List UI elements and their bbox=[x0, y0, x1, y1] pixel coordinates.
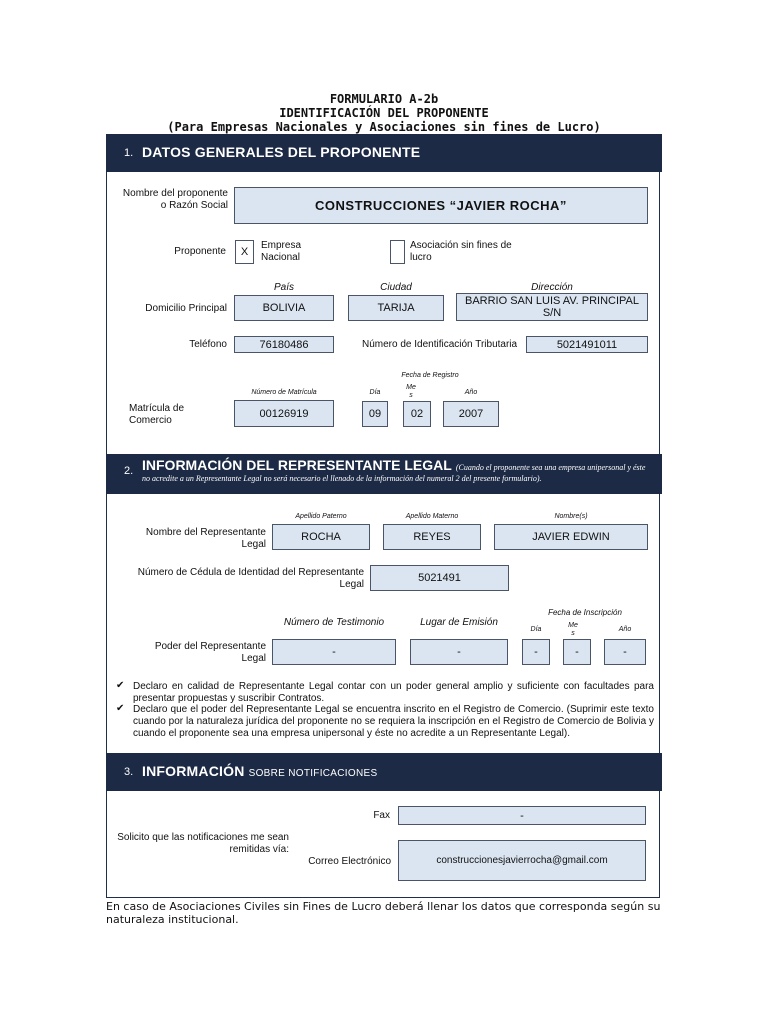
correo-label: Correo Electrónico bbox=[308, 856, 391, 867]
fax-field[interactable]: - bbox=[398, 806, 646, 825]
lugar-caption: Lugar de Emisión bbox=[420, 617, 498, 628]
direccion-field[interactable]: BARRIO SAN LUIS AV. PRINCIPAL S/N bbox=[456, 293, 648, 321]
s2-mes-caption: Mes bbox=[568, 622, 578, 637]
section3-number: 3. bbox=[124, 766, 134, 778]
fecha-registro-caption: Fecha de Registro bbox=[401, 372, 459, 379]
proponente-label: Proponente bbox=[174, 246, 226, 257]
s2-mes-field[interactable]: - bbox=[563, 639, 591, 665]
ap-paterno-caption: Apellido Paterno bbox=[295, 513, 347, 520]
declaration-1: Declaro en calidad de Representante Legal contar con un poder general amplio y suficiente con facultades para presentar propuestas y suscribir Contratos. bbox=[133, 681, 654, 704]
section3-header bbox=[106, 753, 662, 791]
ciudad-field[interactable]: TARIJA bbox=[348, 295, 444, 321]
section2-title-block bbox=[142, 457, 652, 484]
section1-title: DATOS GENERALES DEL PROPONENTE bbox=[142, 144, 421, 160]
form-title: IDENTIFICACIÓN DEL PROPONENTE bbox=[279, 106, 489, 120]
s2-dia-field[interactable]: - bbox=[522, 639, 550, 665]
empresa-checkbox[interactable]: X bbox=[235, 240, 254, 264]
s1-mes-caption: Mes bbox=[406, 384, 416, 399]
s1-dia-caption: Día bbox=[369, 389, 381, 396]
pais-caption: País bbox=[273, 282, 294, 293]
section2-note: (Cuando el proponente sea una empresa unipersonal y éste no acredite a un Representante Legal no será necesario el llenado de la información del numeral 2 del presente formulario). bbox=[142, 463, 646, 483]
asociacion-checkbox[interactable] bbox=[390, 240, 405, 264]
fecha-inscripcion-caption: Fecha de Inscripción bbox=[548, 608, 622, 617]
correo-field[interactable]: construccionesjavierrocha@gmail.com bbox=[398, 840, 646, 881]
footer-note: En caso de Asociaciones Civiles sin Fines de Lucro deberá llenar los datos que corresponda según su naturaleza institucional. bbox=[106, 900, 661, 926]
ap-materno-caption: Apellido Materno bbox=[405, 513, 459, 520]
section3-title-rest: SOBRE NOTIFICACIONES bbox=[248, 768, 378, 779]
declaration-2: Declaro que el poder del Representante Legal se encuentra inscrito en el Registro de Comercio. (Suprimir este texto cuando por la naturaleza jurídica del proponente no se requiera la inscripción en el Registro de Comercio de Bolivia y cuando el proponente sea una empresa unipersonal y éste no acredite a un Representante Legal). bbox=[133, 704, 654, 739]
telefono-field[interactable]: 76180486 bbox=[234, 336, 334, 353]
s1-mes-field[interactable]: 02 bbox=[403, 401, 431, 427]
s2-anio-field[interactable]: - bbox=[604, 639, 646, 665]
nombres-caption: Nombre(s) bbox=[554, 513, 588, 520]
domicilio-label: Domicilio Principal bbox=[145, 303, 227, 314]
matricula-label: Matrícula de Comercio bbox=[129, 403, 185, 426]
lugar-field[interactable]: - bbox=[410, 639, 508, 665]
asociacion-label: Asociación sin fines de lucro bbox=[410, 240, 512, 263]
fax-label: Fax bbox=[373, 810, 390, 821]
section2-header bbox=[106, 454, 662, 494]
poder-label: Poder del Representante Legal bbox=[154, 641, 266, 664]
testimonio-caption: Número de Testimonio bbox=[283, 617, 385, 628]
nit-label: Número de Identificación Tributaria bbox=[362, 339, 518, 350]
s2-anio-caption: Año bbox=[618, 626, 632, 633]
name-value-field[interactable]: CONSTRUCCIONES “JAVIER ROCHA” bbox=[234, 187, 648, 224]
num-matricula-caption: Número de Matrícula bbox=[251, 389, 317, 396]
section3-title bbox=[142, 763, 377, 779]
s1-dia-field[interactable]: 09 bbox=[362, 401, 388, 427]
solicito-label: Solicito que las notificaciones me sean remitidas vía: bbox=[117, 832, 289, 855]
check-icon: ✔ bbox=[116, 680, 125, 691]
ap-materno-field[interactable]: REYES bbox=[383, 524, 481, 550]
section2-title: INFORMACIÓN DEL REPRESENTANTE LEGAL bbox=[142, 457, 452, 473]
matricula-field[interactable]: 00126919 bbox=[234, 400, 334, 427]
check-icon: ✔ bbox=[116, 703, 125, 714]
section1-header bbox=[106, 134, 662, 172]
s2-dia-caption: Día bbox=[530, 626, 542, 633]
rep-label: Nombre del Representante Legal bbox=[145, 527, 266, 550]
ap-paterno-field[interactable]: ROCHA bbox=[272, 524, 370, 550]
testimonio-field[interactable]: - bbox=[272, 639, 396, 665]
section3-title-bold: INFORMACIÓN bbox=[142, 763, 245, 779]
ci-label: Número de Cédula de Identidad del Representante Legal bbox=[137, 567, 364, 590]
ci-field[interactable]: 5021491 bbox=[370, 565, 509, 591]
s1-anio-field[interactable]: 2007 bbox=[443, 401, 499, 427]
ciudad-caption: Ciudad bbox=[380, 282, 412, 293]
section2-number: 2. bbox=[124, 465, 134, 477]
empresa-label: Empresa Nacional bbox=[261, 240, 302, 263]
telefono-label: Teléfono bbox=[189, 339, 227, 350]
direccion-caption: Dirección bbox=[531, 282, 573, 293]
nit-field[interactable]: 5021491011 bbox=[526, 336, 648, 353]
form-subtitle: (Para Empresas Nacionales y Asociaciones sin fines de Lucro) bbox=[167, 120, 601, 134]
pais-field[interactable]: BOLIVIA bbox=[234, 295, 334, 321]
form-code: FORMULARIO A-2b bbox=[329, 92, 439, 106]
s1-anio-caption: Año bbox=[464, 389, 478, 396]
section1-number: 1. bbox=[124, 147, 134, 159]
name-label: Nombre del proponente o Razón Social bbox=[122, 188, 228, 211]
nombres-field[interactable]: JAVIER EDWIN bbox=[494, 524, 648, 550]
